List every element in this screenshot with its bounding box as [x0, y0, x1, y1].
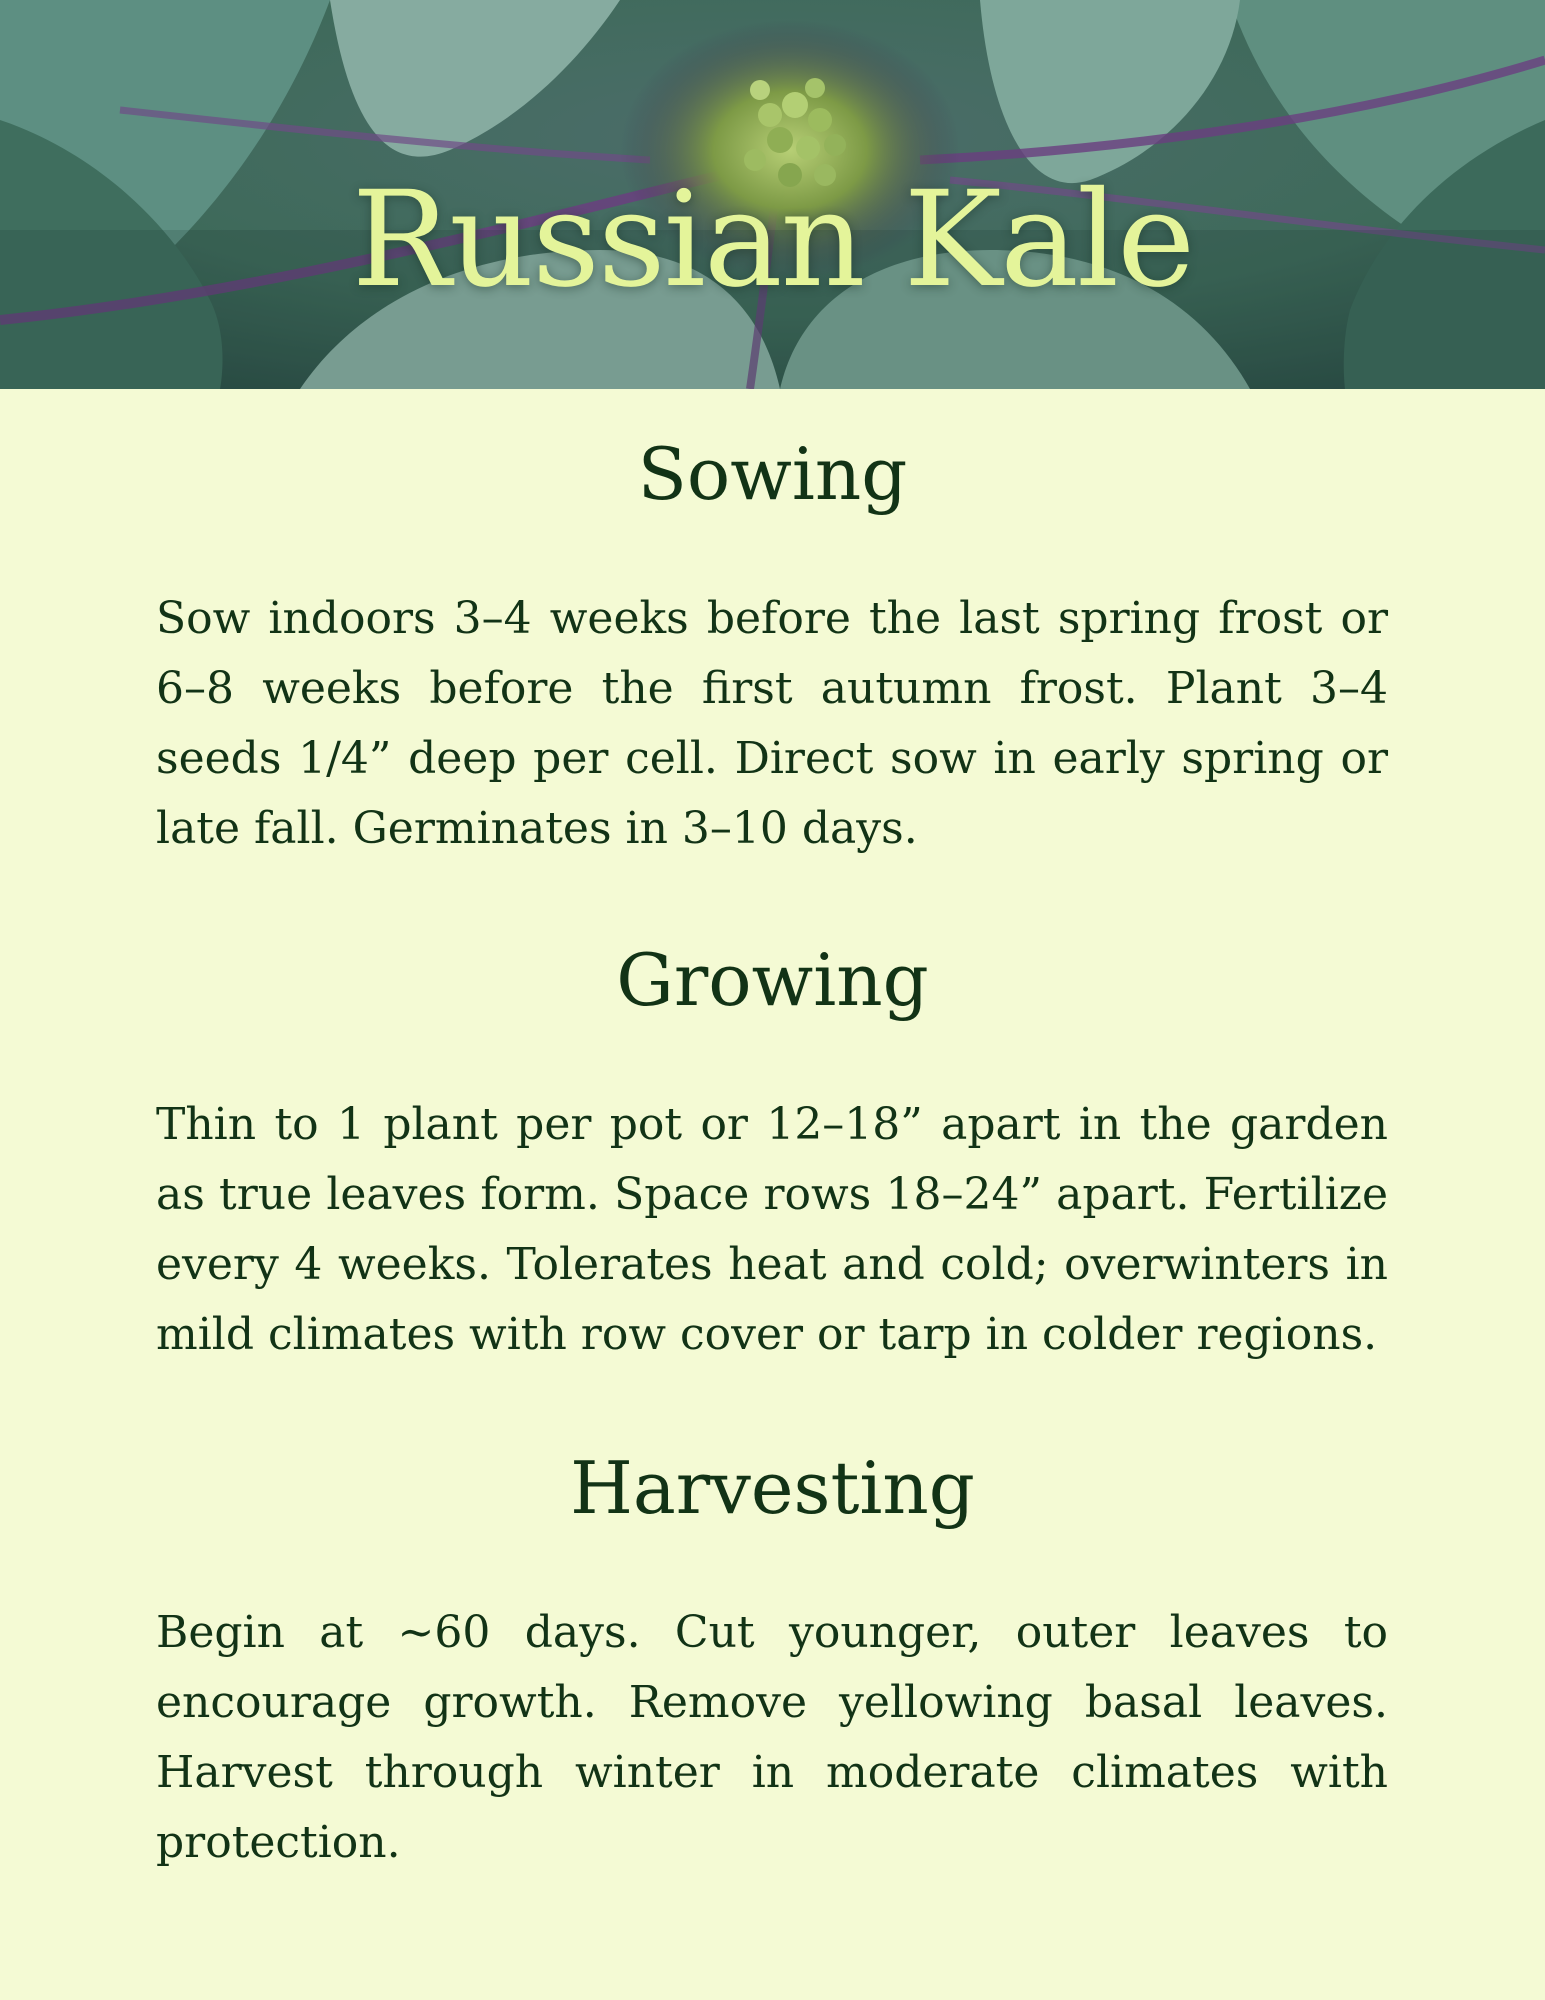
section-body: Begin at ~60 days. Cut younger, outer leaves to encourage growth. Remove yellowing basal leaves. Harvest through winter in moderate climates with protection. [156, 1607, 1388, 1868]
section-heading: Sowing [637, 432, 908, 516]
section-growing [0, 930, 1545, 1360]
section-heading: Harvesting [570, 1446, 975, 1530]
section-body: Sow indoors 3–4 weeks before the last spring frost or 6–8 weeks before the first autumn frost. Plant 3–4 seeds 1/4” deep per cell. Direct sow in early spring or late fall. Germinates in 3–10 days. [156, 593, 1388, 854]
hero-banner [0, 0, 1545, 389]
page-title: Russian Kale [351, 163, 1194, 317]
section-heading: Growing [616, 938, 929, 1022]
section-harvesting [0, 1438, 1545, 1868]
section-sowing [0, 424, 1545, 854]
section-body: Thin to 1 plant per pot or 12–18” apart in the garden as true leaves form. Space rows 18–24” apart. Fertilize every 4 weeks. Tolerates heat and cold; overwinters in mild climates with row cover or tarp in colder regions. [156, 1099, 1388, 1360]
